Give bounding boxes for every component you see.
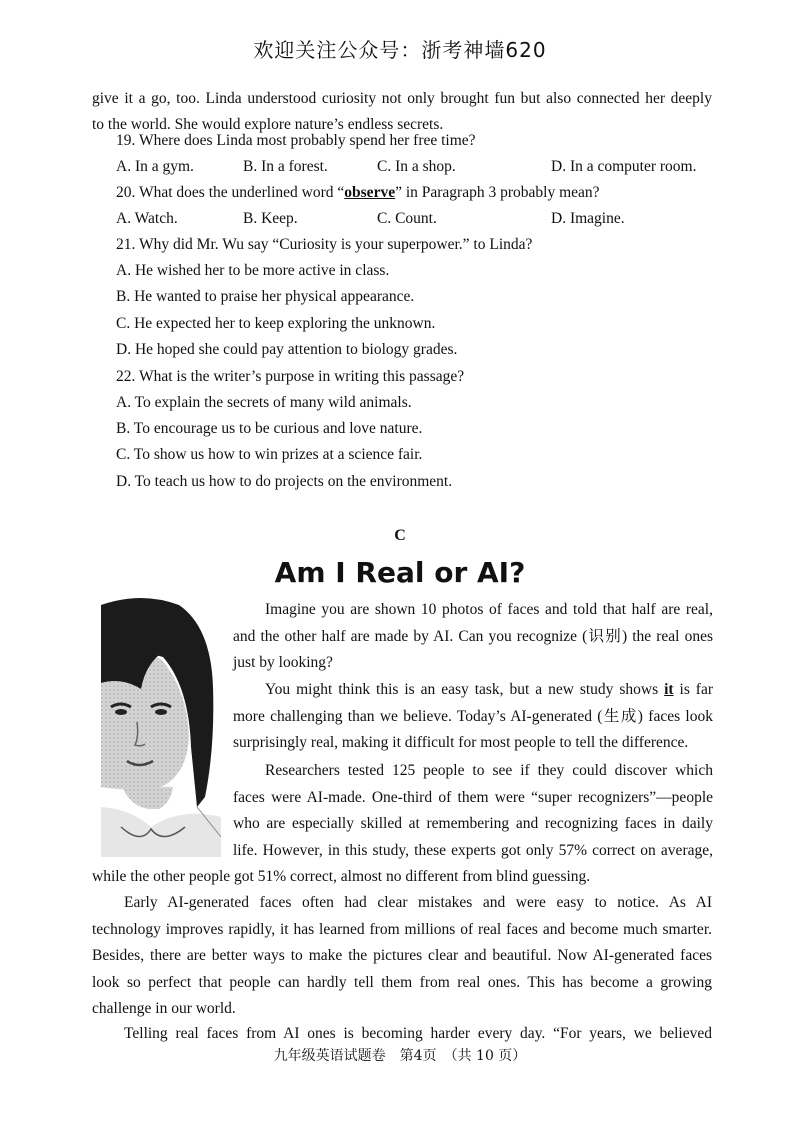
q20-option-c: C. Count. bbox=[377, 210, 437, 227]
text-line: just by looking? bbox=[233, 654, 333, 672]
underlined-word: observe bbox=[344, 184, 396, 201]
text-line: look so perfect that people can hardly tell them from real ones. This has become a growing bbox=[92, 973, 712, 991]
paragraph-3 bbox=[233, 758, 713, 864]
paragraph-1 bbox=[233, 597, 713, 677]
q21-option-b: B. He wanted to praise her physical appearance. bbox=[116, 288, 415, 305]
page-footer: 九年级英语试题卷 第4页 （共 10 页） bbox=[273, 1048, 527, 1064]
q22-option-d: D. To teach us how to do projects on the environment. bbox=[116, 473, 453, 490]
q21-option-c: C. He expected her to keep exploring the unknown. bbox=[116, 315, 436, 332]
text-line: Imagine you are shown 10 photos of faces and told that half are real, bbox=[265, 601, 713, 618]
q20-stem-pre: 20. What does the underlined word “ bbox=[116, 184, 345, 201]
text-line: challenge in our world. bbox=[92, 1000, 236, 1018]
question-20-stem bbox=[116, 184, 600, 202]
passage-title: Am I Real or AI? bbox=[274, 556, 526, 589]
q19-option-b: B. In a forest. bbox=[243, 158, 328, 175]
paragraph-5 bbox=[92, 1021, 712, 1048]
page-header: 欢迎关注公众号：浙考神墙620 bbox=[253, 38, 547, 62]
text-line: Telling real faces from AI ones is becoming harder every day. “For years, we believed bbox=[124, 1025, 712, 1042]
text-line: while the other people got 51% correct, almost no different from blind guessing. bbox=[92, 868, 591, 885]
paragraph-2 bbox=[233, 677, 713, 757]
text-segment: You might think this is an easy task, but a new study shows bbox=[265, 681, 665, 698]
text-line: Besides, there are better ways to make the pictures clear and beautiful. Now AI-generated faces bbox=[92, 947, 712, 965]
q21-option-a: A. He wished her to be more active in class. bbox=[116, 262, 390, 279]
text-line: who are especially skilled at remembering and recognizing faces in daily bbox=[233, 815, 713, 833]
q20-option-b: B. Keep. bbox=[243, 210, 298, 227]
text-line: surprisingly real, making it difficult for most people to tell the difference. bbox=[233, 734, 689, 752]
text-line: faces were AI-made. One-third of them were “super recognizers”—people bbox=[233, 788, 713, 806]
text-line: life. However, in this study, these experts got only 57% correct on average, bbox=[233, 841, 713, 859]
text-line: more challenging than we believe. Today’s AI-generated (生成) faces look bbox=[233, 707, 713, 725]
q20-option-d: D. Imagine. bbox=[551, 210, 625, 227]
q20-option-a: A. Watch. bbox=[116, 210, 178, 227]
section-letter: C bbox=[394, 527, 406, 544]
portrait-photo bbox=[101, 597, 221, 857]
q19-option-a: A. In a gym. bbox=[116, 158, 194, 175]
intro-line: give it a go, too. Linda understood curiosity not only brought fun but also connected her deeply bbox=[92, 90, 712, 107]
text-line: Early AI-generated faces often had clear mistakes and were easy to notice. As AI bbox=[124, 894, 712, 911]
intro-paragraph bbox=[92, 86, 712, 138]
question-22-stem: 22. What is the writer’s purpose in writing this passage? bbox=[116, 368, 465, 385]
q21-option-d: D. He hoped she could pay attention to biology grades. bbox=[116, 341, 458, 358]
text-line: and the other half are made by AI. Can you recognize (识别) the real ones bbox=[233, 627, 713, 645]
text-line bbox=[233, 677, 713, 704]
paragraph-3-continued bbox=[92, 864, 712, 891]
q20-stem-post: ” in Paragraph 3 probably mean? bbox=[395, 184, 600, 201]
q22-option-c: C. To show us how to win prizes at a science fair. bbox=[116, 446, 423, 463]
text-line: technology improves rapidly, it has learned from millions of real faces and become much smarter. bbox=[92, 920, 712, 938]
text-line: Researchers tested 125 people to see if they could discover which bbox=[265, 762, 713, 779]
intro-line: to the world. She would explore nature’s endless secrets. bbox=[92, 116, 444, 133]
q19-option-c: C. In a shop. bbox=[377, 158, 456, 175]
q19-option-d: D. In a computer room. bbox=[551, 158, 697, 175]
text-segment: is far bbox=[673, 681, 713, 698]
question-19-stem: 19. Where does Linda most probably spend her free time? bbox=[116, 132, 476, 149]
question-21-stem: 21. Why did Mr. Wu say “Curiosity is your superpower.” to Linda? bbox=[116, 236, 533, 253]
paragraph-4 bbox=[92, 890, 712, 1023]
q22-option-a: A. To explain the secrets of many wild animals. bbox=[116, 394, 412, 411]
underlined-word: it bbox=[664, 681, 674, 698]
q22-option-b: B. To encourage us to be curious and love nature. bbox=[116, 420, 423, 437]
